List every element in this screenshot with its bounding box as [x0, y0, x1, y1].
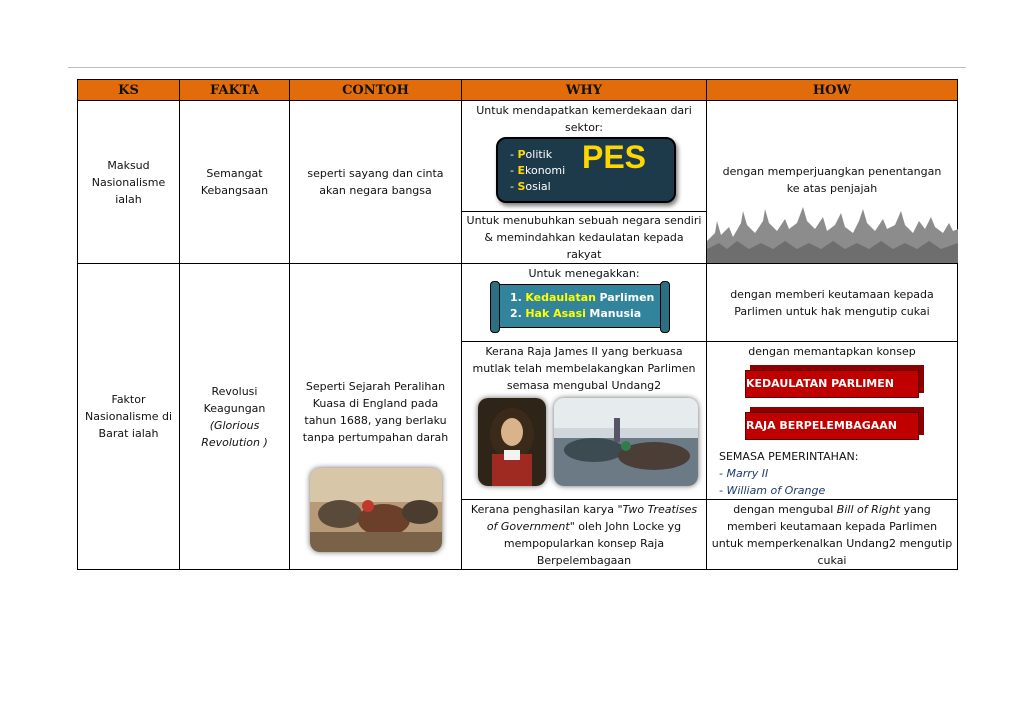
- row2-ks: Faktor Nasionalisme di Barat ialah: [78, 264, 180, 570]
- row1-how-text: dengan memperjuangkan penentangan ke atas penjajah: [722, 165, 942, 195]
- pes-item: - Politik: [510, 148, 553, 161]
- portrait-image: [478, 398, 546, 486]
- header-row: [78, 80, 958, 101]
- header-ks: KS: [78, 80, 180, 101]
- top-rule: [68, 67, 966, 68]
- row2-fakta: [180, 264, 290, 570]
- row2-why1: [462, 264, 707, 342]
- header-how: HOW: [707, 80, 958, 101]
- why1-intro: Untuk menegakkan:: [528, 267, 640, 280]
- banner-item: 1. Kedaulatan Parlimen: [510, 291, 655, 304]
- row1-contoh: seperti sayang dan cinta akan negara bangsa: [290, 101, 462, 264]
- pes-acronym: PES: [581, 139, 646, 175]
- row1-why-top: [462, 101, 707, 212]
- how2-intro: dengan memantapkan konsep: [748, 345, 916, 358]
- header-why: WHY: [462, 80, 707, 101]
- why2-text: Kerana Raja James II yang berkuasa mutlak telah membelakangkan Parlimen semasa mengubal Undang2: [472, 345, 696, 392]
- row2-how3: dengan mengubal Bill of Right yang memberi keutamaan kepada Parlimen untuk memperkenalkan Undang2 mengutip cukai: [707, 500, 958, 570]
- pes-item: - Sosial: [510, 180, 551, 193]
- row1-top: [78, 101, 958, 212]
- rights-banner: [495, 284, 665, 328]
- pes-box: [496, 137, 676, 203]
- kedaulatan-parlimen-box: KEDAULATAN PARLIMEN: [745, 370, 919, 398]
- row1-ks: Maksud Nasionalisme ialah: [78, 101, 180, 264]
- fakta-line1: Revolusi Keagungan: [203, 384, 266, 415]
- banner-item: 2. Hak Asasi Manusia: [510, 307, 642, 320]
- fakta-line2: (Glorious Revolution ): [201, 418, 268, 449]
- row2-contoh-text: Seperti Sejarah Peralihan Kuasa di England pada tahun 1688, yang berlaku tanpa pertumpahan darah: [302, 380, 449, 444]
- row1-how: [707, 101, 958, 264]
- ruler-item: - Marry II: [719, 467, 769, 480]
- row2-contoh: [290, 264, 462, 570]
- semasa-label: SEMASA PEMERINTAHAN:: [719, 450, 859, 463]
- row1-fakta: Semangat Kebangsaan: [180, 101, 290, 264]
- raja-box-wrap: [707, 412, 957, 440]
- why-intro: Untuk mendapatkan kemerdekaan dari sektor:: [476, 104, 692, 134]
- header-fakta: FAKTA: [180, 80, 290, 101]
- kedaulatan-box-wrap: [707, 370, 957, 398]
- row1-why-bottom: Untuk menubuhkan sebuah negara sendiri & memindahkan kedaulatan kepada rakyat: [462, 212, 707, 264]
- row2-why3: Kerana penghasilan karya "Two Treatises of Government" oleh John Locke yg mempopularkan konsep Raja Berpelembagaan: [462, 500, 707, 570]
- nasionalisme-table: [77, 79, 958, 570]
- header-contoh: CONTOH: [290, 80, 462, 101]
- row2-a: [78, 264, 958, 342]
- row2-why2: [462, 342, 707, 500]
- pes-item: - Ekonomi: [510, 164, 566, 177]
- ruler-item: - William of Orange: [719, 484, 826, 497]
- row2-how1: dengan memberi keutamaan kepada Parlimen untuk hak mengutip cukai: [707, 264, 958, 342]
- row2-how2: [707, 342, 958, 500]
- crowd-silhouette-image: [707, 203, 958, 263]
- raja-berpelembagaan-box: RAJA BERPELEMBAGAAN: [745, 412, 919, 440]
- battle-painting-image: [310, 468, 442, 552]
- painting-crowd-image: [554, 398, 698, 486]
